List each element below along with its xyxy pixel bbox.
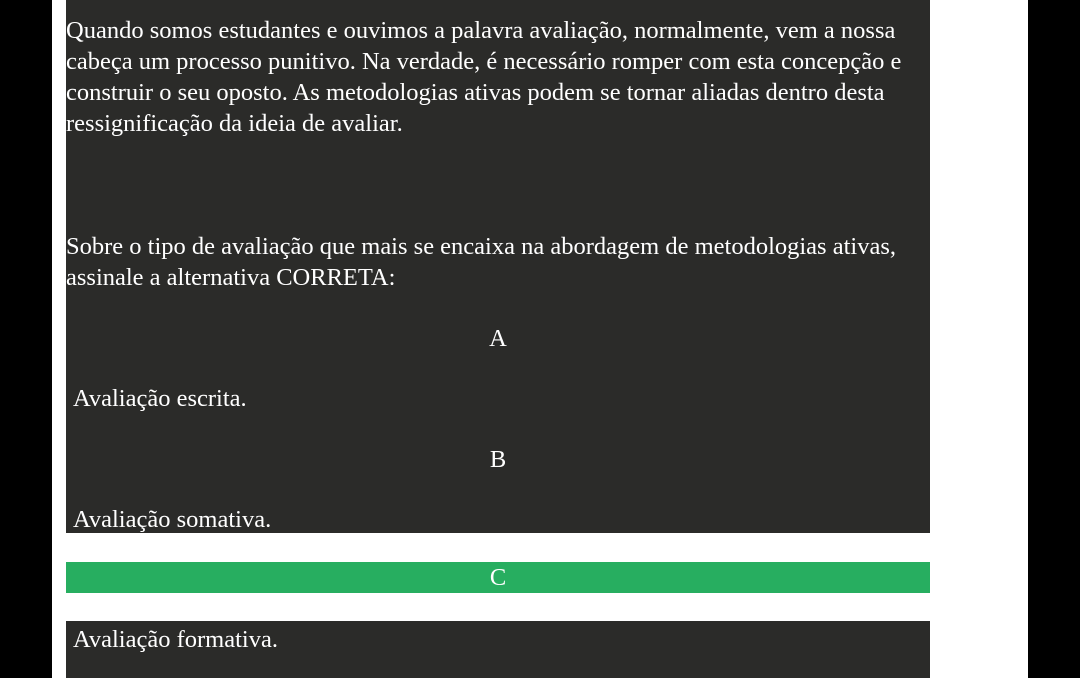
alternative-c-letter-selected[interactable]: C	[66, 562, 930, 593]
alternative-c-panel[interactable]	[66, 621, 930, 678]
question-prompt: Sobre o tipo de avaliação que mais se encaixa na abordagem de metodologias ativas, assinale a alternativa CORRETA:	[66, 233, 896, 291]
question-panel	[66, 0, 930, 533]
alternative-a-text[interactable]: Avaliação escrita.	[73, 385, 247, 412]
alternative-c-text[interactable]: Avaliação formativa.	[73, 626, 278, 653]
alternative-b-letter[interactable]: B	[489, 446, 507, 473]
question-statement: Quando somos estudantes e ouvimos a palavra avaliação, normalmente, vem a nossa cabeça um processo punitivo. Na verdade, é necessário romper com esta concepção e construir o seu oposto. As metodologias ativas podem se tornar aliadas dentro desta ressignificação da ideia de avaliar.	[66, 17, 902, 137]
alternative-b-text[interactable]: Avaliação somativa.	[73, 506, 272, 533]
alternative-a-letter[interactable]: A	[489, 325, 507, 352]
